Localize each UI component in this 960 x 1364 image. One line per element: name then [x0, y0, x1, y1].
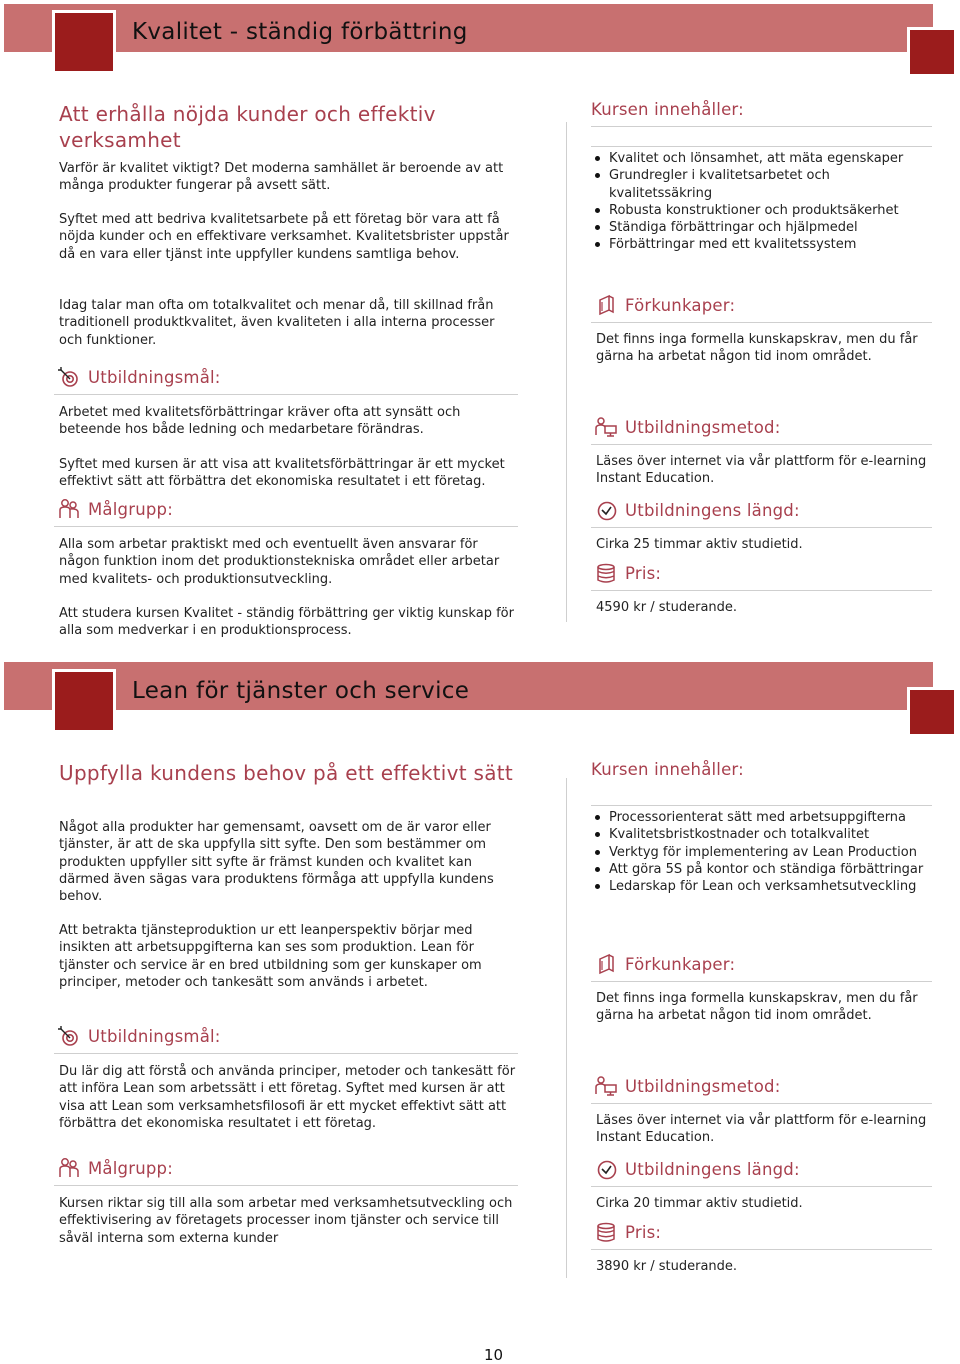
prereq-section-header: [591, 951, 932, 982]
intro-paragraph: Något alla produkter har gemensamt, oavsett om de är varor eller tjänster, är att de ska uppfylla sitt syfte. Den som bestämmer om produkten uppfyller sitt syfte är främst kunden och kvalitet kan därmed även sägas vara produktens förmåga att uppfylla kundens behov.: [59, 820, 494, 905]
section-headline: Uppfylla kundens behov på ett effektivt sätt: [59, 761, 514, 785]
list-item: Kvalitet och lönsamhet, att mäta egenskaper: [592, 150, 932, 167]
goal-heading: Utbildningsmål:: [88, 368, 221, 387]
target-section-header: [54, 496, 518, 527]
book-icon: [595, 294, 617, 316]
method-heading: Utbildningsmetod:: [625, 1077, 781, 1096]
length-section-header: [591, 1156, 932, 1187]
method-section-header: [591, 1073, 932, 1104]
course-title: Kvalitet - ständig förbättring: [132, 19, 468, 45]
price-heading: Pris:: [625, 1223, 662, 1242]
goal-heading: Utbildningsmål:: [88, 1027, 221, 1046]
list-item: Kvalitetsbristkostnader och totalkvalitet: [592, 826, 937, 843]
target-heading: Målgrupp:: [88, 500, 173, 519]
intro-paragraph: Att betrakta tjänsteproduktion ur ett leanperspektiv börjar med insikten att arbetsuppgifterna kan ses som produktion. Lean för tjänster och service är en bred utbildning som ger kunskaper om principer, metoder och tankesätt som används i arbetet.: [59, 923, 482, 990]
target-paragraph: Alla som arbetar praktiskt med och eventuellt även ansvarar för någon funktion inom det produktionstekniska området eller arbetar med kvalitets- och produktionsutveckling.: [59, 537, 500, 587]
column-divider: [566, 778, 567, 1278]
list-item: Robusta konstruktioner och produktsäkerhet: [592, 202, 932, 219]
intro-paragraph: Varför är kvalitet viktigt? Det moderna samhället är beroende av att många produkter fungerar på avsett sätt.: [59, 161, 504, 194]
length-heading: Utbildningens längd:: [625, 501, 800, 520]
price-section-header: [591, 560, 932, 591]
banner-square-right: [910, 30, 954, 74]
people-icon: [58, 1157, 80, 1179]
target-paragraph: Kursen riktar sig till alla som arbetar med verksamhetsutveckling och effektivisering av företagets processer inom tjänster och service till såväl interna som externa kunder: [59, 1196, 513, 1246]
length-text: Cirka 25 timmar aktiv studietid.: [596, 537, 803, 552]
method-text: Läses över internet via vår plattform för e-learning Instant Education.: [596, 1113, 927, 1146]
list-item: Ledarskap för Lean och verksamhetsutveckling: [592, 878, 937, 895]
method-section-header: [591, 414, 932, 445]
page-number: 10: [484, 1346, 504, 1364]
intro-paragraph: Syftet med att bedriva kvalitetsarbete på ett företag bör vara att få nöjda kunder och en effektivare verksamhet. Kvalitetsbrister uppstår då en vara eller tjänst inte uppfyller kundens samtliga behov.: [59, 212, 509, 262]
contents-list: [592, 809, 937, 895]
clock-icon: [595, 1158, 617, 1180]
section-headline: Att erhålla nöjda kunder och effektiv verksamhet: [59, 102, 436, 152]
list-item: Verktyg för implementering av Lean Production: [592, 844, 937, 861]
method-heading: Utbildningsmetod:: [625, 418, 781, 437]
target-icon: [58, 1025, 80, 1047]
target-heading: Målgrupp:: [88, 1159, 173, 1178]
contents-section-header: [591, 756, 932, 786]
length-section-header: [591, 497, 932, 528]
list-item: Förbättringar med ett kvalitetssystem: [592, 236, 932, 253]
clock-icon: [595, 499, 617, 521]
people-icon: [58, 498, 80, 520]
computer-user-icon: [595, 416, 617, 438]
course-title: Lean för tjänster och service: [132, 678, 470, 704]
contents-rule: [591, 146, 932, 147]
goal-section-header: [54, 1023, 518, 1054]
price-text: 4590 kr / studerande.: [596, 600, 738, 615]
book-icon: [595, 953, 617, 975]
list-item: Ständiga förbättringar och hjälpmedel: [592, 219, 932, 236]
computer-user-icon: [595, 1075, 617, 1097]
price-heading: Pris:: [625, 564, 662, 583]
coins-stack-icon: [595, 1221, 617, 1243]
target-icon: [58, 366, 80, 388]
column-divider: [566, 122, 567, 622]
contents-section-header: [591, 96, 932, 127]
banner-square-left: [55, 13, 113, 71]
prereq-section-header: [591, 292, 932, 323]
prereq-heading: Förkunkaper:: [625, 955, 736, 974]
contents-list: [592, 150, 932, 254]
contents-heading: Kursen innehåller:: [591, 100, 744, 119]
prereq-text: Det finns inga formella kunskapskrav, men du får gärna ha arbetat någon tid inom området.: [596, 332, 918, 365]
banner-square-left: [55, 672, 113, 730]
price-text: 3890 kr / studerande.: [596, 1259, 738, 1274]
list-item: Att göra 5S på kontor och ständiga förbättringar: [592, 861, 937, 878]
goal-section-header: [54, 364, 518, 395]
banner-square-right: [910, 690, 954, 734]
price-section-header: [591, 1219, 932, 1250]
prereq-heading: Förkunkaper:: [625, 296, 736, 315]
target-section-header: [54, 1155, 518, 1186]
length-text: Cirka 20 timmar aktiv studietid.: [596, 1196, 803, 1211]
goal-paragraph: Arbetet med kvalitetsförbättringar kräver ofta att synsätt och beteende hos både ledning och medarbetare förändras.: [59, 405, 461, 438]
target-paragraph: Att studera kursen Kvalitet - ständig förbättring ger viktig kunskap för alla som medverkar i en produktionsprocess.: [59, 606, 514, 639]
intro-paragraph: Idag talar man ofta om totalkvalitet och menar då, till skillnad från traditionell produktkvalitet, även kvaliteten i alla interna processer och funktioner.: [59, 298, 495, 348]
goal-paragraph: Du lär dig att förstå och använda principer, metoder och tankesätt för att införa Lean som arbetssätt i ett företag. Syftet med kursen är att visa att Lean som verksamhetsfilosofi är ett mycket effektivt sätt att förbättra det ekonomiska resultatet i ett företag.: [59, 1064, 516, 1131]
prereq-text: Det finns inga formella kunskapskrav, men du får gärna ha arbetat någon tid inom området.: [596, 991, 918, 1024]
goal-paragraph: Syftet med kursen är att visa att kvalitetsförbättringar är ett mycket effektivt sätt att förbättra det ekonomiska resultatet i ett företag.: [59, 457, 505, 490]
contents-rule: [591, 805, 932, 806]
length-heading: Utbildningens längd:: [625, 1160, 800, 1179]
contents-heading: Kursen innehåller:: [591, 760, 744, 779]
list-item: Processorienterat sätt med arbetsuppgifterna: [592, 809, 937, 826]
method-text: Läses över internet via vår plattform för e-learning Instant Education.: [596, 454, 927, 487]
coins-stack-icon: [595, 562, 617, 584]
list-item: Grundregler i kvalitetsarbetet och kvalitetssäkring: [592, 167, 932, 202]
